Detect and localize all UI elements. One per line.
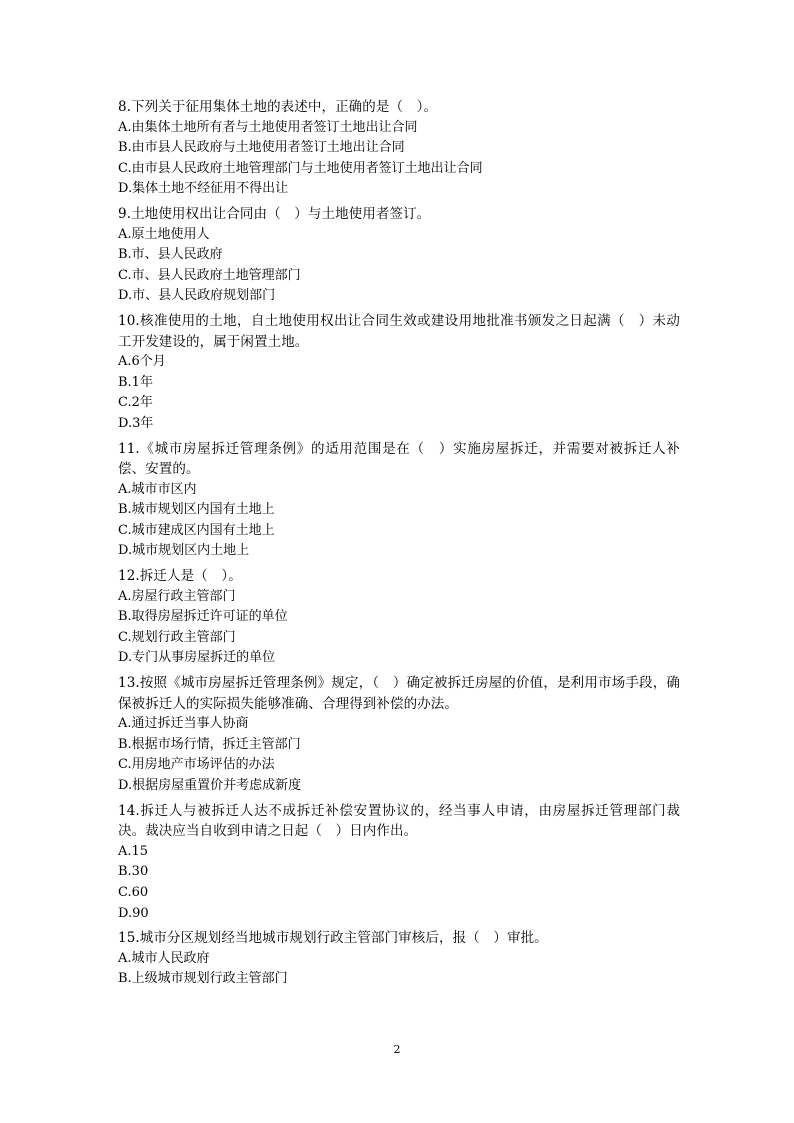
option-list xyxy=(118,949,680,990)
option-a: A.房屋行政主管部门 xyxy=(118,588,236,604)
option-c: C.用房地产市场评估的办法 xyxy=(118,757,275,773)
question-stem: 9.土地使用权出让合同由（ ）与土地使用者签订。 xyxy=(118,205,431,222)
question-stem: 14.拆迁人与被拆迁人达不成拆迁补偿安置协议的，经当事人申请，由房屋拆迁管理部门裁决。裁决应当自收到申请之日起（ ）日内作出。 xyxy=(118,802,680,840)
question-stem: 15.城市分区规划经当地城市规划行政主管部门审核后，报（ ）审批。 xyxy=(118,930,548,947)
option-d: D.3年 xyxy=(118,415,154,431)
option-list xyxy=(118,587,680,669)
option-a: A.15 xyxy=(118,843,149,859)
question-13 xyxy=(118,673,680,797)
option-list xyxy=(118,842,680,924)
option-a: A.由集体土地所有者与土地使用者签订土地出让合同 xyxy=(118,119,418,135)
option-list xyxy=(118,480,680,562)
question-list xyxy=(118,97,680,994)
page-number: 2 xyxy=(393,1043,401,1056)
question-14 xyxy=(118,801,680,925)
question-stem: 13.按照《城市房屋拆迁管理条例》规定，（ ）确定被拆迁房屋的价值，是利用市场手段，确保被拆迁人的实际损失能够准确、合理得到补偿的办法。 xyxy=(118,675,680,712)
option-b: B.由市县人民政府与土地使用者签订土地出让合同 xyxy=(118,140,405,156)
option-a: A.原土地使用人 xyxy=(118,226,210,242)
option-b: B.30 xyxy=(118,864,149,880)
option-a: A.城市市区内 xyxy=(118,481,197,497)
question-stem: 11.《城市房屋拆迁管理条例》的适用范围是在（ ）实施房屋拆迁，并需要对被拆迁人补偿、安置的。 xyxy=(118,440,680,478)
option-list xyxy=(118,352,680,434)
option-list xyxy=(118,225,680,307)
question-10 xyxy=(118,311,680,435)
option-b: B.1年 xyxy=(118,374,153,390)
option-b: B.市、县人民政府 xyxy=(118,247,223,263)
option-c: C.由市县人民政府土地管理部门与土地使用者签订土地出让合同 xyxy=(118,160,483,176)
question-stem: 8.下列关于征用集体土地的表述中，正确的是（ ）。 xyxy=(118,99,438,115)
option-d: D.城市规划区内土地上 xyxy=(118,543,250,559)
question-stem: 10.核准使用的土地，自土地使用权出让合同生效或建设用地批准书颁发之日起满（ ）未动工开发建设的，属于闲置土地。 xyxy=(118,312,680,350)
question-stem: 12.拆迁人是（ ）。 xyxy=(118,568,242,585)
option-b: B.取得房屋拆迁许可证的单位 xyxy=(118,609,288,625)
option-a: A.6个月 xyxy=(118,354,166,370)
option-d: D.根据房屋重置价并考虑成新度 xyxy=(118,778,302,793)
option-d: D.集体土地不经征用不得出让 xyxy=(118,181,289,197)
option-c: C.规划行政主管部门 xyxy=(118,629,236,645)
option-b: B.根据市场行情，拆迁主管部门 xyxy=(118,736,301,752)
option-list xyxy=(118,118,680,200)
option-d: D.市、县人民政府规划部门 xyxy=(118,288,276,304)
option-a: A.城市人民政府 xyxy=(118,950,210,966)
question-9 xyxy=(118,204,680,307)
option-list xyxy=(118,714,680,796)
option-b: B.城市规划区内国有土地上 xyxy=(118,502,275,518)
question-11 xyxy=(118,439,680,563)
question-12 xyxy=(118,566,680,669)
option-d: D.专门从事房屋拆迁的单位 xyxy=(118,650,276,666)
option-c: C.60 xyxy=(118,884,149,900)
option-d: D.90 xyxy=(118,905,149,921)
option-c: C.2年 xyxy=(118,395,153,411)
option-a: A.通过拆迁当事人协商 xyxy=(118,716,249,732)
option-c: C.市、县人民政府土地管理部门 xyxy=(118,267,301,283)
option-c: C.城市建成区内国有土地上 xyxy=(118,522,275,538)
question-15 xyxy=(118,928,680,990)
question-8 xyxy=(118,97,680,200)
option-b: B.上级城市规划行政主管部门 xyxy=(118,971,288,987)
